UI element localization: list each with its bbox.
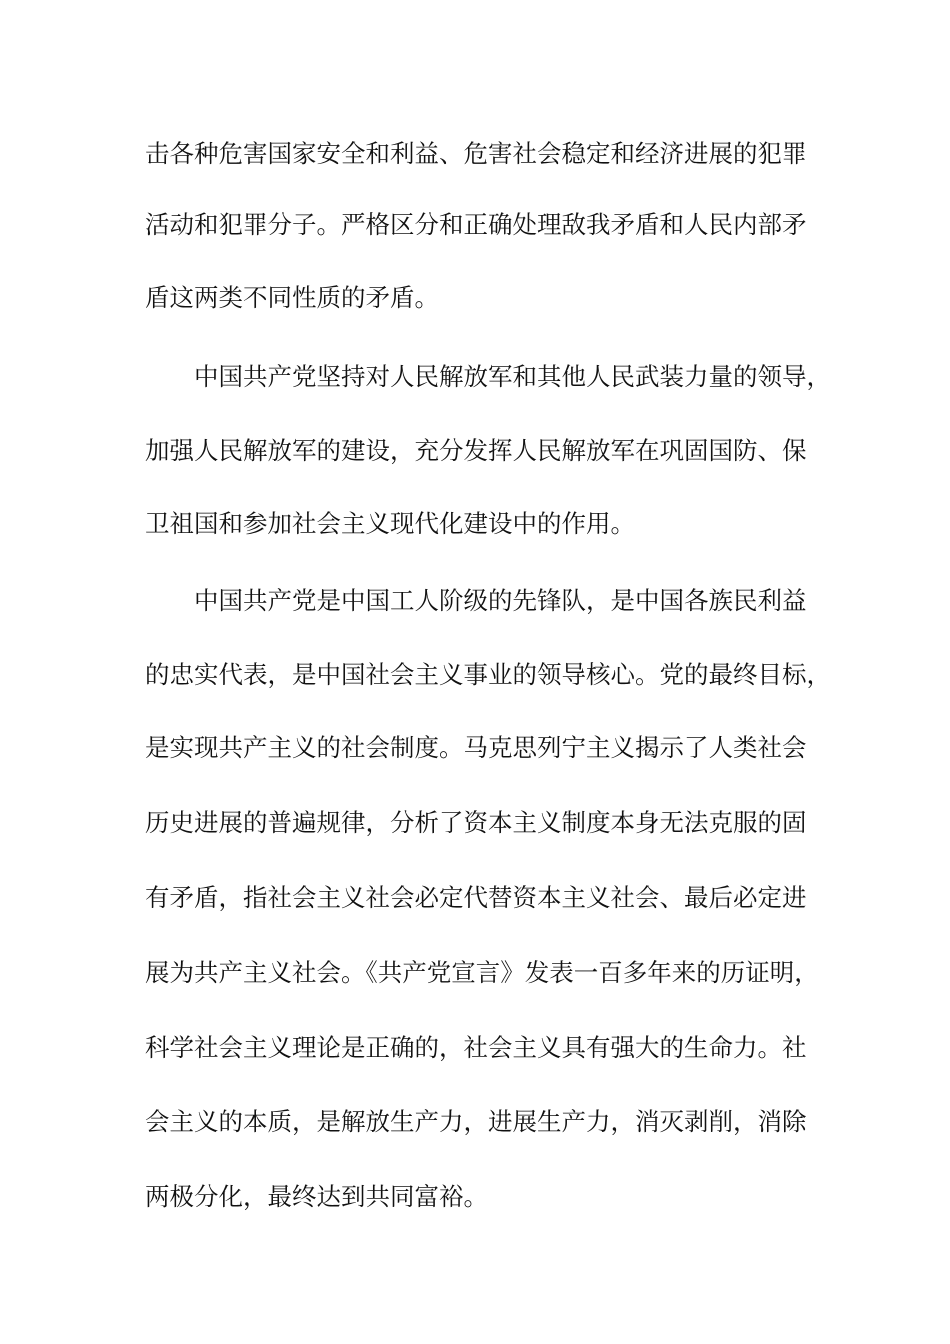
text-line: 的忠实代表，是中国社会主义事业的领导核心。党的最终目标， <box>145 660 831 689</box>
text-line: 活动和犯罪分子。严格区分和正确处理敌我矛盾和人民内部矛 <box>145 210 807 239</box>
text-line: 盾这两类不同性质的矛盾。 <box>145 283 439 312</box>
text-line: 加强人民解放军的建设，充分发挥人民解放军在巩固国防、保 <box>145 436 807 465</box>
text-line: 击各种危害国家安全和利益、危害社会稳定和经济进展的犯罪 <box>145 139 807 168</box>
text-line: 展为共产主义社会。《共产党宣言》发表一百多年来的历证明， <box>145 958 819 987</box>
text-line: 卫祖国和参加社会主义现代化建设中的作用。 <box>145 509 635 538</box>
text-line: 会主义的本质，是解放生产力，进展生产力，消灭剥削，消除 <box>145 1107 807 1136</box>
text-line: 科学社会主义理论是正确的，社会主义具有强大的生命力。社 <box>145 1033 807 1062</box>
text-line: 有矛盾，指社会主义社会必定代替资本主义社会、最后必定进 <box>145 883 807 912</box>
paragraph-first-line: 中国共产党坚持对人民解放军和其他人民武装力量的领导， <box>194 362 831 391</box>
paragraph-first-line: 中国共产党是中国工人阶级的先锋队，是中国各族民利益 <box>194 586 807 615</box>
text-line: 是实现共产主义的社会制度。马克思列宁主义揭示了人类社会 <box>145 733 807 762</box>
text-line: 历史进展的普遍规律，分析了资本主义制度本身无法克服的固 <box>145 808 807 837</box>
text-line: 两极分化，最终达到共同富裕。 <box>145 1182 488 1211</box>
